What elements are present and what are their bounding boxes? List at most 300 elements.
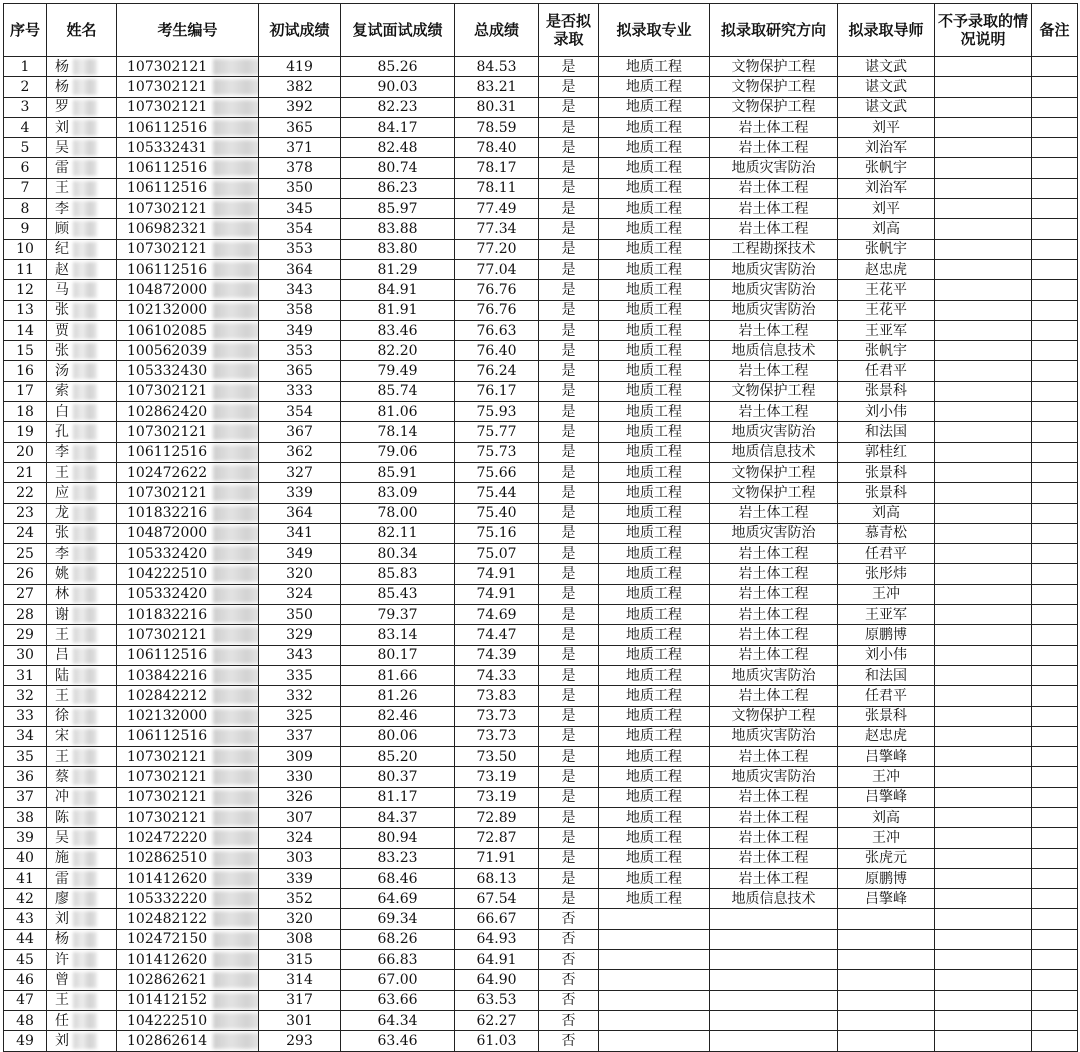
name-cell [47,178,117,198]
advisor-text: 郭桂红 [865,444,907,461]
name-text: 李 [55,444,69,461]
redaction-blur [73,79,97,95]
redaction-blur [213,830,259,846]
advisor-cell [838,747,935,767]
name-text: 谢 [55,606,69,623]
exam-id-text: 102132000 [127,302,208,319]
exam-id-text: 106982321 [127,221,208,238]
reason-cell [935,77,1032,97]
exam-id-text: 105332220 [127,890,208,907]
advisor-cell [838,1031,935,1051]
interview-score-cell [341,950,455,970]
table-row [4,1031,1078,1051]
exam-id-cell [117,1010,259,1030]
prelim-score-cell [259,1031,341,1051]
total-score-cell [455,462,539,482]
remark-cell [1032,828,1078,848]
advisor-cell [838,117,935,137]
exam-id-text: 107302121 [127,241,208,258]
seq-cell [4,950,47,970]
name-cell [47,462,117,482]
interview-score-cell [341,665,455,685]
major-cell [599,199,710,219]
direction-cell [710,767,838,787]
reason-cell [935,97,1032,117]
table-row [4,868,1078,888]
advisor-text: 刘治军 [865,139,907,156]
advisor-cell [838,564,935,584]
redaction-blur [213,668,259,684]
exam-id-cell [117,767,259,787]
advisor-text: 刘小伟 [865,403,907,420]
exam-id-text: 104872000 [127,525,208,542]
redaction-blur [213,566,259,582]
major-cell [599,483,710,503]
remark-cell [1032,990,1078,1010]
name-text: 施 [55,850,69,867]
admit-text: 是 [561,566,576,583]
exam-id-text: 102482122 [127,911,208,928]
header-direction: 拟录取研究方向 [710,4,838,57]
seq-text: 46 [16,972,34,988]
major-cell [599,605,710,625]
major-cell [599,1031,710,1051]
admit-cell [539,970,599,990]
table-row [4,950,1078,970]
table-row [4,889,1078,909]
interview-score-cell [341,645,455,665]
exam-id-text: 104222510 [127,1012,208,1029]
interview-score-cell [341,767,455,787]
table-row [4,97,1078,117]
prelim-score-text: 353 [286,342,313,359]
prelim-score-cell [259,544,341,564]
redaction-blur [213,303,259,319]
admit-cell [539,767,599,787]
advisor-text: 张帆宇 [865,241,907,258]
remark-cell [1032,280,1078,300]
direction-text: 文物保护工程 [731,383,816,400]
table-row [4,361,1078,381]
exam-id-cell [117,361,259,381]
exam-id-text: 105332430 [127,363,208,380]
prelim-score-cell [259,462,341,482]
name-cell [47,483,117,503]
prelim-score-text: 350 [286,180,313,197]
interview-score-cell [341,990,455,1010]
redaction-blur [73,323,97,339]
seq-text: 11 [16,261,34,278]
name-text: 索 [55,383,69,400]
remark-cell [1032,584,1078,604]
admit-text: 是 [561,58,576,75]
prelim-score-text: 320 [286,566,313,583]
total-score-text: 73.19 [476,789,517,806]
redaction-blur [73,1013,97,1029]
reason-cell [935,848,1032,868]
interview-score-cell [341,117,455,137]
admit-text: 是 [561,160,576,177]
reason-cell [935,665,1032,685]
name-cell [47,564,117,584]
prelim-score-cell [259,584,341,604]
seq-cell [4,259,47,279]
remark-cell [1032,77,1078,97]
interview-score-text: 67.00 [377,972,418,988]
admit-cell [539,138,599,158]
redaction-blur [73,160,97,176]
exam-id-cell [117,97,259,117]
prelim-score-cell [259,259,341,279]
admit-text: 是 [561,99,576,116]
admit-cell [539,239,599,259]
interview-score-cell [341,442,455,462]
name-text: 汤 [55,363,69,380]
total-score-text: 66.67 [476,911,517,928]
admit-cell [539,402,599,422]
major-text: 地质工程 [626,525,682,542]
direction-text: 岩土体工程 [738,809,809,826]
redaction-blur [73,607,97,623]
seq-cell [4,848,47,868]
exam-id-cell [117,503,259,523]
major-cell [599,848,710,868]
table-row [4,990,1078,1010]
name-cell [47,239,117,259]
direction-cell [710,950,838,970]
reason-cell [935,138,1032,158]
prelim-score-cell [259,726,341,746]
advisor-cell [838,138,935,158]
reason-cell [935,462,1032,482]
name-text: 林 [55,586,69,603]
exam-id-text: 107302121 [127,769,208,786]
major-text: 地质工程 [626,545,682,562]
direction-text: 地质信息技术 [731,444,816,461]
direction-cell [710,483,838,503]
advisor-cell [838,767,935,787]
admit-text: 是 [561,829,576,846]
remark-cell [1032,929,1078,949]
table-row [4,239,1078,259]
direction-cell [710,57,838,77]
total-score-text: 73.19 [476,769,517,786]
redaction-blur [213,587,259,603]
prelim-score-cell [259,706,341,726]
seq-cell [4,605,47,625]
prelim-score-cell [259,767,341,787]
major-cell [599,767,710,787]
prelim-score-text: 350 [286,606,313,623]
redaction-blur [213,1013,259,1029]
redaction-blur [73,506,97,522]
total-score-text: 76.76 [476,281,517,298]
header-name: 姓名 [47,4,117,57]
admit-cell [539,381,599,401]
advisor-text: 张帆宇 [865,160,907,177]
admit-text: 是 [561,221,576,238]
exam-id-cell [117,645,259,665]
major-text: 地质工程 [626,850,682,867]
redaction-blur [213,465,259,481]
reason-cell [935,929,1032,949]
name-cell [47,280,117,300]
total-score-text: 73.50 [476,748,517,765]
prelim-score-cell [259,564,341,584]
advisor-cell [838,280,935,300]
exam-id-text: 107302121 [127,748,208,765]
major-text: 地质工程 [626,241,682,258]
major-cell [599,909,710,929]
direction-cell [710,868,838,888]
admit-cell [539,158,599,178]
advisor-text: 吕擎峰 [865,789,907,806]
redaction-blur [73,384,97,400]
remark-cell [1032,462,1078,482]
reason-cell [935,361,1032,381]
redaction-blur [73,668,97,684]
advisor-cell [838,950,935,970]
direction-text: 岩土体工程 [738,221,809,238]
admit-text: 是 [561,363,576,380]
interview-score-text: 84.37 [377,809,418,826]
interview-score-text: 85.91 [377,464,418,481]
advisor-cell [838,422,935,442]
interview-score-cell [341,300,455,320]
admit-cell [539,117,599,137]
advisor-text: 张虎元 [865,850,907,867]
redaction-blur [213,891,259,907]
direction-cell [710,929,838,949]
remark-cell [1032,442,1078,462]
name-text: 应 [55,484,69,501]
direction-cell [710,381,838,401]
admit-text: 是 [561,667,576,684]
name-cell [47,320,117,340]
direction-cell [710,726,838,746]
table-row [4,929,1078,949]
interview-score-text: 83.88 [377,221,418,238]
interview-score-cell [341,523,455,543]
reason-cell [935,909,1032,929]
total-score-text: 80.31 [476,99,517,116]
advisor-cell [838,503,935,523]
redaction-blur [213,526,259,542]
seq-cell [4,665,47,685]
total-score-cell [455,605,539,625]
remark-cell [1032,57,1078,77]
table-row [4,523,1078,543]
redaction-blur [213,343,259,359]
advisor-cell [838,787,935,807]
interview-score-cell [341,199,455,219]
total-score-text: 76.76 [476,302,517,319]
prelim-score-cell [259,361,341,381]
major-text: 地质工程 [626,221,682,238]
name-cell [47,361,117,381]
interview-score-text: 85.97 [377,200,418,217]
name-cell [47,544,117,564]
name-cell [47,747,117,767]
direction-text: 地质灾害防治 [731,525,816,542]
name-text: 杨 [55,931,69,948]
total-score-cell [455,889,539,909]
remark-cell [1032,138,1078,158]
name-text: 张 [55,342,69,359]
major-cell [599,422,710,442]
name-text: 李 [55,545,69,562]
name-text: 刘 [55,1032,69,1049]
prelim-score-cell [259,970,341,990]
name-cell [47,767,117,787]
name-cell [47,625,117,645]
advisor-text: 王花平 [865,302,907,319]
seq-text: 8 [20,200,30,217]
advisor-text: 王冲 [872,586,900,603]
redaction-blur [213,262,259,278]
exam-id-text: 103842216 [127,667,208,684]
direction-cell [710,747,838,767]
reason-cell [935,158,1032,178]
remark-cell [1032,909,1078,929]
prelim-score-cell [259,787,341,807]
redaction-blur [73,120,97,136]
seq-cell [4,483,47,503]
seq-text: 48 [16,1012,34,1029]
redaction-blur [73,181,97,197]
exam-id-text: 106112516 [127,160,208,177]
total-score-cell [455,259,539,279]
reason-cell [935,828,1032,848]
reason-cell [935,381,1032,401]
exam-id-text: 107302121 [127,789,208,806]
direction-cell [710,625,838,645]
prelim-score-text: 341 [286,525,313,542]
exam-id-text: 102472150 [127,931,208,948]
exam-id-cell [117,341,259,361]
major-text: 地质工程 [626,708,682,725]
redaction-blur [73,891,97,907]
advisor-text: 张彤炜 [865,566,907,583]
major-text: 地质工程 [626,505,682,522]
seq-cell [4,544,47,564]
seq-text: 2 [20,78,30,95]
direction-cell [710,77,838,97]
admit-text: 是 [561,850,576,867]
redaction-blur [213,627,259,643]
direction-text: 岩土体工程 [738,647,809,664]
seq-cell [4,320,47,340]
table-row [4,57,1078,77]
table-row [4,462,1078,482]
advisor-text: 刘平 [872,200,900,217]
exam-id-cell [117,402,259,422]
name-cell [47,300,117,320]
advisor-text: 王亚军 [865,322,907,339]
prelim-score-text: 309 [286,748,313,765]
advisor-cell [838,706,935,726]
name-text: 孔 [55,423,69,440]
major-cell [599,625,710,645]
seq-text: 7 [20,180,30,197]
advisor-text: 慕青松 [865,525,907,542]
prelim-score-cell [259,868,341,888]
redaction-blur [213,911,259,927]
redaction-blur [213,424,259,440]
remark-cell [1032,625,1078,645]
advisor-cell [838,320,935,340]
admit-text: 是 [561,484,576,501]
exam-id-text: 104872000 [127,281,208,298]
total-score-cell [455,726,539,746]
prelim-score-cell [259,57,341,77]
advisor-cell [838,178,935,198]
table-row [4,970,1078,990]
direction-text: 文物保护工程 [731,708,816,725]
prelim-score-cell [259,402,341,422]
reason-cell [935,422,1032,442]
total-score-text: 61.03 [476,1032,517,1049]
total-score-cell [455,422,539,442]
prelim-score-text: 307 [286,809,313,826]
seq-text: 6 [20,160,30,177]
remark-cell [1032,259,1078,279]
seq-text: 39 [16,829,34,846]
direction-cell [710,239,838,259]
total-score-text: 75.07 [476,545,517,562]
admit-cell [539,259,599,279]
table-row [4,686,1078,706]
seq-text: 9 [20,221,30,238]
total-score-cell [455,341,539,361]
direction-cell [710,361,838,381]
direction-text: 岩土体工程 [738,200,809,217]
admit-cell [539,584,599,604]
redaction-blur [73,648,97,664]
seq-cell [4,726,47,746]
exam-id-cell [117,726,259,746]
major-cell [599,300,710,320]
major-cell [599,828,710,848]
prelim-score-cell [259,686,341,706]
advisor-cell [838,462,935,482]
exam-id-text: 107302121 [127,809,208,826]
advisor-text: 和法国 [865,423,907,440]
direction-cell [710,442,838,462]
remark-cell [1032,564,1078,584]
prelim-score-text: 349 [286,322,313,339]
prelim-score-cell [259,341,341,361]
direction-text: 岩土体工程 [738,829,809,846]
seq-text: 49 [16,1032,34,1049]
seq-text: 24 [16,525,34,542]
reason-cell [935,950,1032,970]
prelim-score-cell [259,645,341,665]
prelim-score-cell [259,77,341,97]
total-score-cell [455,950,539,970]
seq-cell [4,361,47,381]
admit-cell [539,848,599,868]
total-score-text: 63.53 [476,992,517,1009]
name-text: 陆 [55,667,69,684]
admit-cell [539,199,599,219]
admit-cell [539,787,599,807]
total-score-cell [455,381,539,401]
table-row [4,645,1078,665]
table-row [4,280,1078,300]
name-text: 曾 [55,972,69,988]
interview-score-cell [341,706,455,726]
